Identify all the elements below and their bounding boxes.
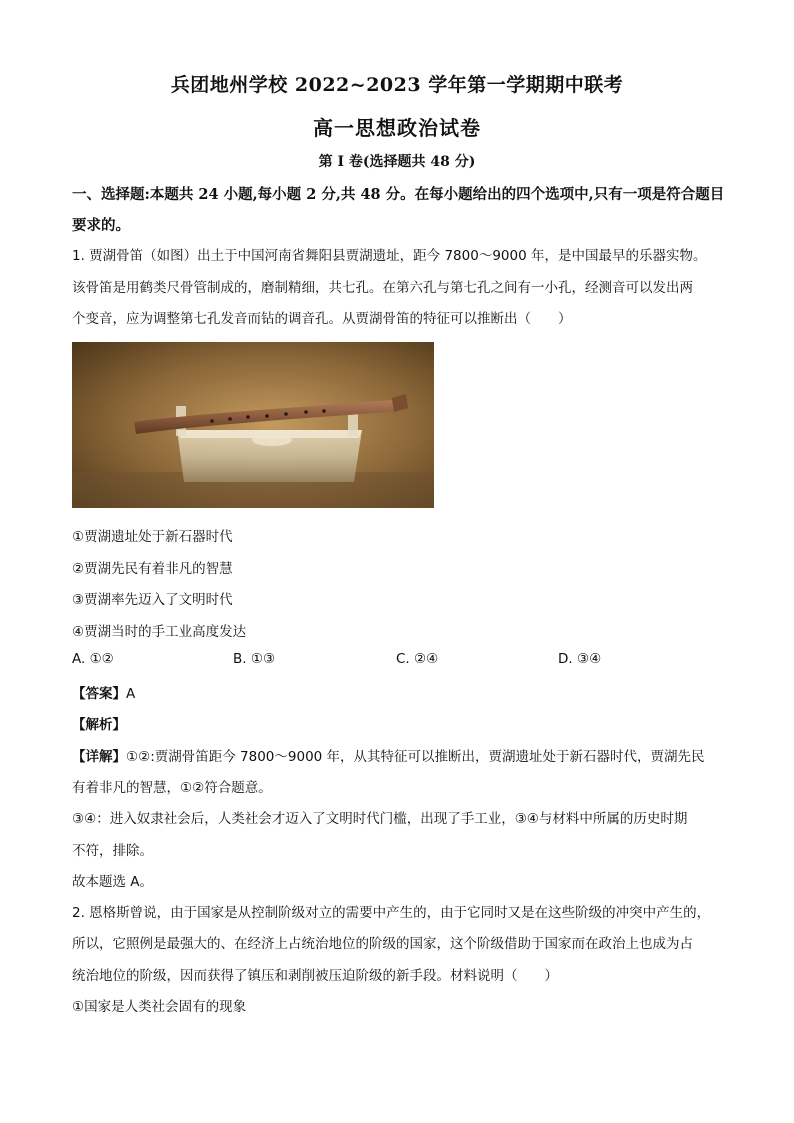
q1-option-b: B. ①③ [233,651,276,667]
exam-subject-title: 高一思想政治试卷 [313,116,481,140]
answer-value: A [126,686,136,702]
q1-statement-3: ③贾湖率先迈入了文明时代 [72,592,233,608]
q1-statement-2: ②贾湖先民有着非凡的智慧 [72,561,233,577]
q1-detail-line-2: 有着非凡的智慧，①②符合题意。 [72,780,272,796]
q1-analysis-label [72,713,126,733]
q1-detail-line-1 [72,745,705,765]
detail-text-1: ①②:贾湖骨笛距今 7800～9000 年，从其特征可以推断出，贾湖遗址处于新石器时代，贾湖先民 [126,749,705,765]
analysis-label: 【解析】 [72,717,126,733]
q1-statement-1: ①贾湖遗址处于新石器时代 [72,529,233,545]
q1-stem-line-1: 1. 贾湖骨笛（如图）出土于中国河南省舞阳县贾湖遗址，距今 7800～9000 年，是中国最早的乐器实物。 [72,248,707,264]
q1-option-d: D. ③④ [558,651,602,667]
q1-stem-line-3: 个变音，应为调整第七孔发音而钻的调音孔。从贾湖骨笛的特征可以推断出（ ） [72,311,572,327]
q1-statement-4: ④贾湖当时的手工业高度发达 [72,624,247,640]
exam-title: 兵团地州学校 2022~2023 学年第一学期期中联考 [170,74,624,96]
q1-detail-line-3: ③④：进入奴隶社会后，人类社会才迈入了文明时代门槛，出现了手工业，③④与材料中所属的历史时期 [72,811,688,827]
q2-statement-1: ①国家是人类社会固有的现象 [72,999,247,1015]
bone-flute-photo [72,342,434,508]
q1-option-c: C. ②④ [396,651,439,667]
volume-label: 第 I 卷(选择题共 48 分) [318,154,476,170]
q2-stem-line-1: 2. 恩格斯曾说，由于国家是从控制阶级对立的需要中产生的，由于它同时又是在这些阶级的冲突中产生的， [72,905,711,921]
q1-stem-line-2: 该骨笛是用鹤类尺骨管制成的，磨制精细，共七孔。在第六孔与第七孔之间有一小孔，经测音可以发出两 [72,280,693,296]
q1-detail-line-4: 不符，排除。 [72,843,153,859]
q2-stem-line-3: 统治地位的阶级，因而获得了镇压和剥削被压迫阶级的新手段。材料说明（ ） [72,968,558,984]
answer-label: 【答案】 [72,686,126,702]
detail-label: 【详解】 [72,749,126,765]
q1-conclusion: 故本题选 A。 [72,874,154,890]
q1-option-a: A. ①② [72,651,114,667]
section-heading: 一、选择题:本题共 24 小题,每小题 2 分,共 48 分。在每小题给出的四个选项中,只有一项是符合题目要求的。 [72,186,725,234]
q1-answer [72,682,135,702]
q2-stem-line-2: 所以，它照例是最强大的、在经济上占统治地位的阶级的国家，这个阶级借助于国家而在政治上也成为占 [72,936,693,952]
